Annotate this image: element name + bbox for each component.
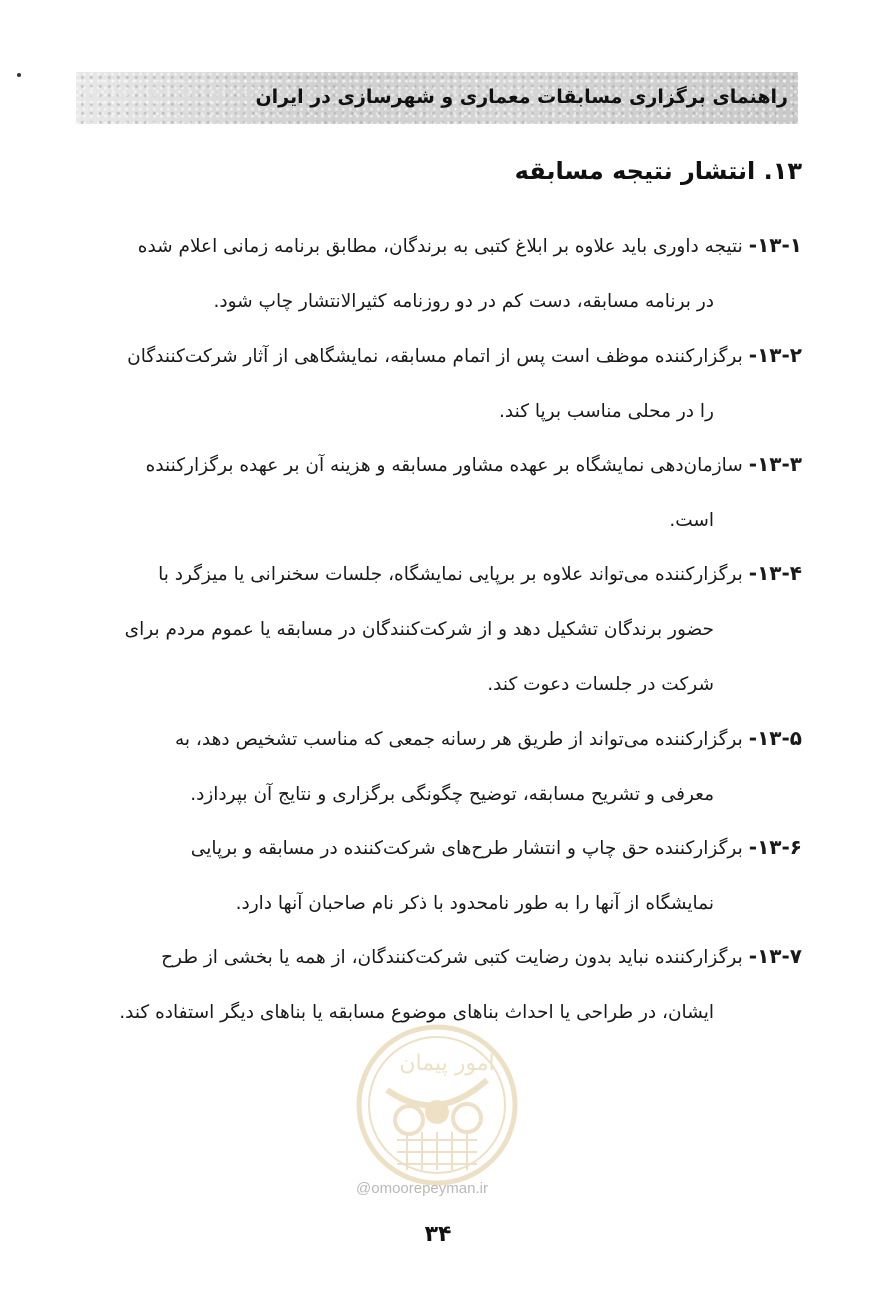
list-item <box>80 546 802 712</box>
item-text: سازمان‌دهی نمایشگاه بر عهده مشاور مسابقه و هزینه آن بر عهده برگزارکننده <box>145 455 743 476</box>
item-number: ۱۳-۳- <box>748 452 802 476</box>
watermark-logo-icon <box>347 1020 527 1190</box>
item-text: برگزارکننده موظف است پس از اتمام مسابقه، نمایشگاهی از آثار شرکت‌کنندگان <box>127 346 743 367</box>
running-title: راهنمای برگزاری مسابقات معماری و شهرسازی در ایران <box>255 86 788 108</box>
item-number: ۱۳-۱- <box>748 233 802 257</box>
item-text: نتیجه داوری باید علاوه بر ابلاغ کتبی به برندگان، مطابق برنامه زمانی اعلام شده <box>137 236 743 257</box>
item-text: برگزارکننده می‌تواند از طریق هر رسانه جمعی که مناسب تشخیص دهد، به <box>174 729 743 750</box>
item-continuation: حضور برندگان تشکیل دهد و از شرکت‌کنندگان در مسابقه یا عموم مردم برای <box>124 619 714 640</box>
section-heading: ۱۳. انتشار نتیجه مسابقه <box>514 157 802 185</box>
page-number: ۳۴ <box>424 1222 452 1247</box>
list-item <box>80 218 802 329</box>
item-text: برگزارکننده نباید بدون رضایت کتبی شرکت‌کنندگان، از همه یا بخشی از طرح <box>161 947 743 968</box>
list-item <box>80 820 802 931</box>
item-text: برگزارکننده می‌تواند علاوه بر برپایی نمایشگاه، جلسات سخنرانی یا میزگرد با <box>158 564 743 585</box>
watermark-site: @omoorepeyman.ir <box>356 1180 488 1197</box>
item-number: ۱۳-۴- <box>748 561 802 585</box>
item-text: برگزارکننده حق چاپ و انتشار طرح‌های شرکت‌کننده در مسابقه و برپایی <box>190 838 743 859</box>
item-number: ۱۳-۵- <box>748 726 802 750</box>
list-item <box>80 328 802 439</box>
item-continuation: شرکت در جلسات دعوت کند. <box>487 674 714 695</box>
running-header <box>76 72 798 124</box>
item-continuation: ایشان، در طراحی یا احداث بناهای موضوع مسابقه یا بناهای دیگر استفاده کند. <box>119 1002 714 1023</box>
item-continuation: را در محلی مناسب برپا کند. <box>499 401 714 422</box>
list-item <box>80 437 802 548</box>
item-continuation: در برنامه مسابقه، دست کم در دو روزنامه کثیرالانتشار چاپ شود. <box>213 291 714 312</box>
item-continuation: است. <box>669 510 714 531</box>
list-item <box>80 711 802 822</box>
svg-text:امور پیمان: امور پیمان <box>399 1051 495 1076</box>
item-continuation: معرفی و تشریح مسابقه، توضیح چگونگی برگزاری و نتایج آن بپردازد. <box>190 784 714 805</box>
item-number: ۱۳-۶- <box>748 835 802 859</box>
margin-dot <box>17 73 21 77</box>
item-number: ۱۳-۲- <box>748 343 802 367</box>
item-number: ۱۳-۷- <box>748 944 802 968</box>
item-continuation: نمایشگاه از آنها را به طور نامحدود با ذکر نام صاحبان آنها دارد. <box>235 893 714 914</box>
